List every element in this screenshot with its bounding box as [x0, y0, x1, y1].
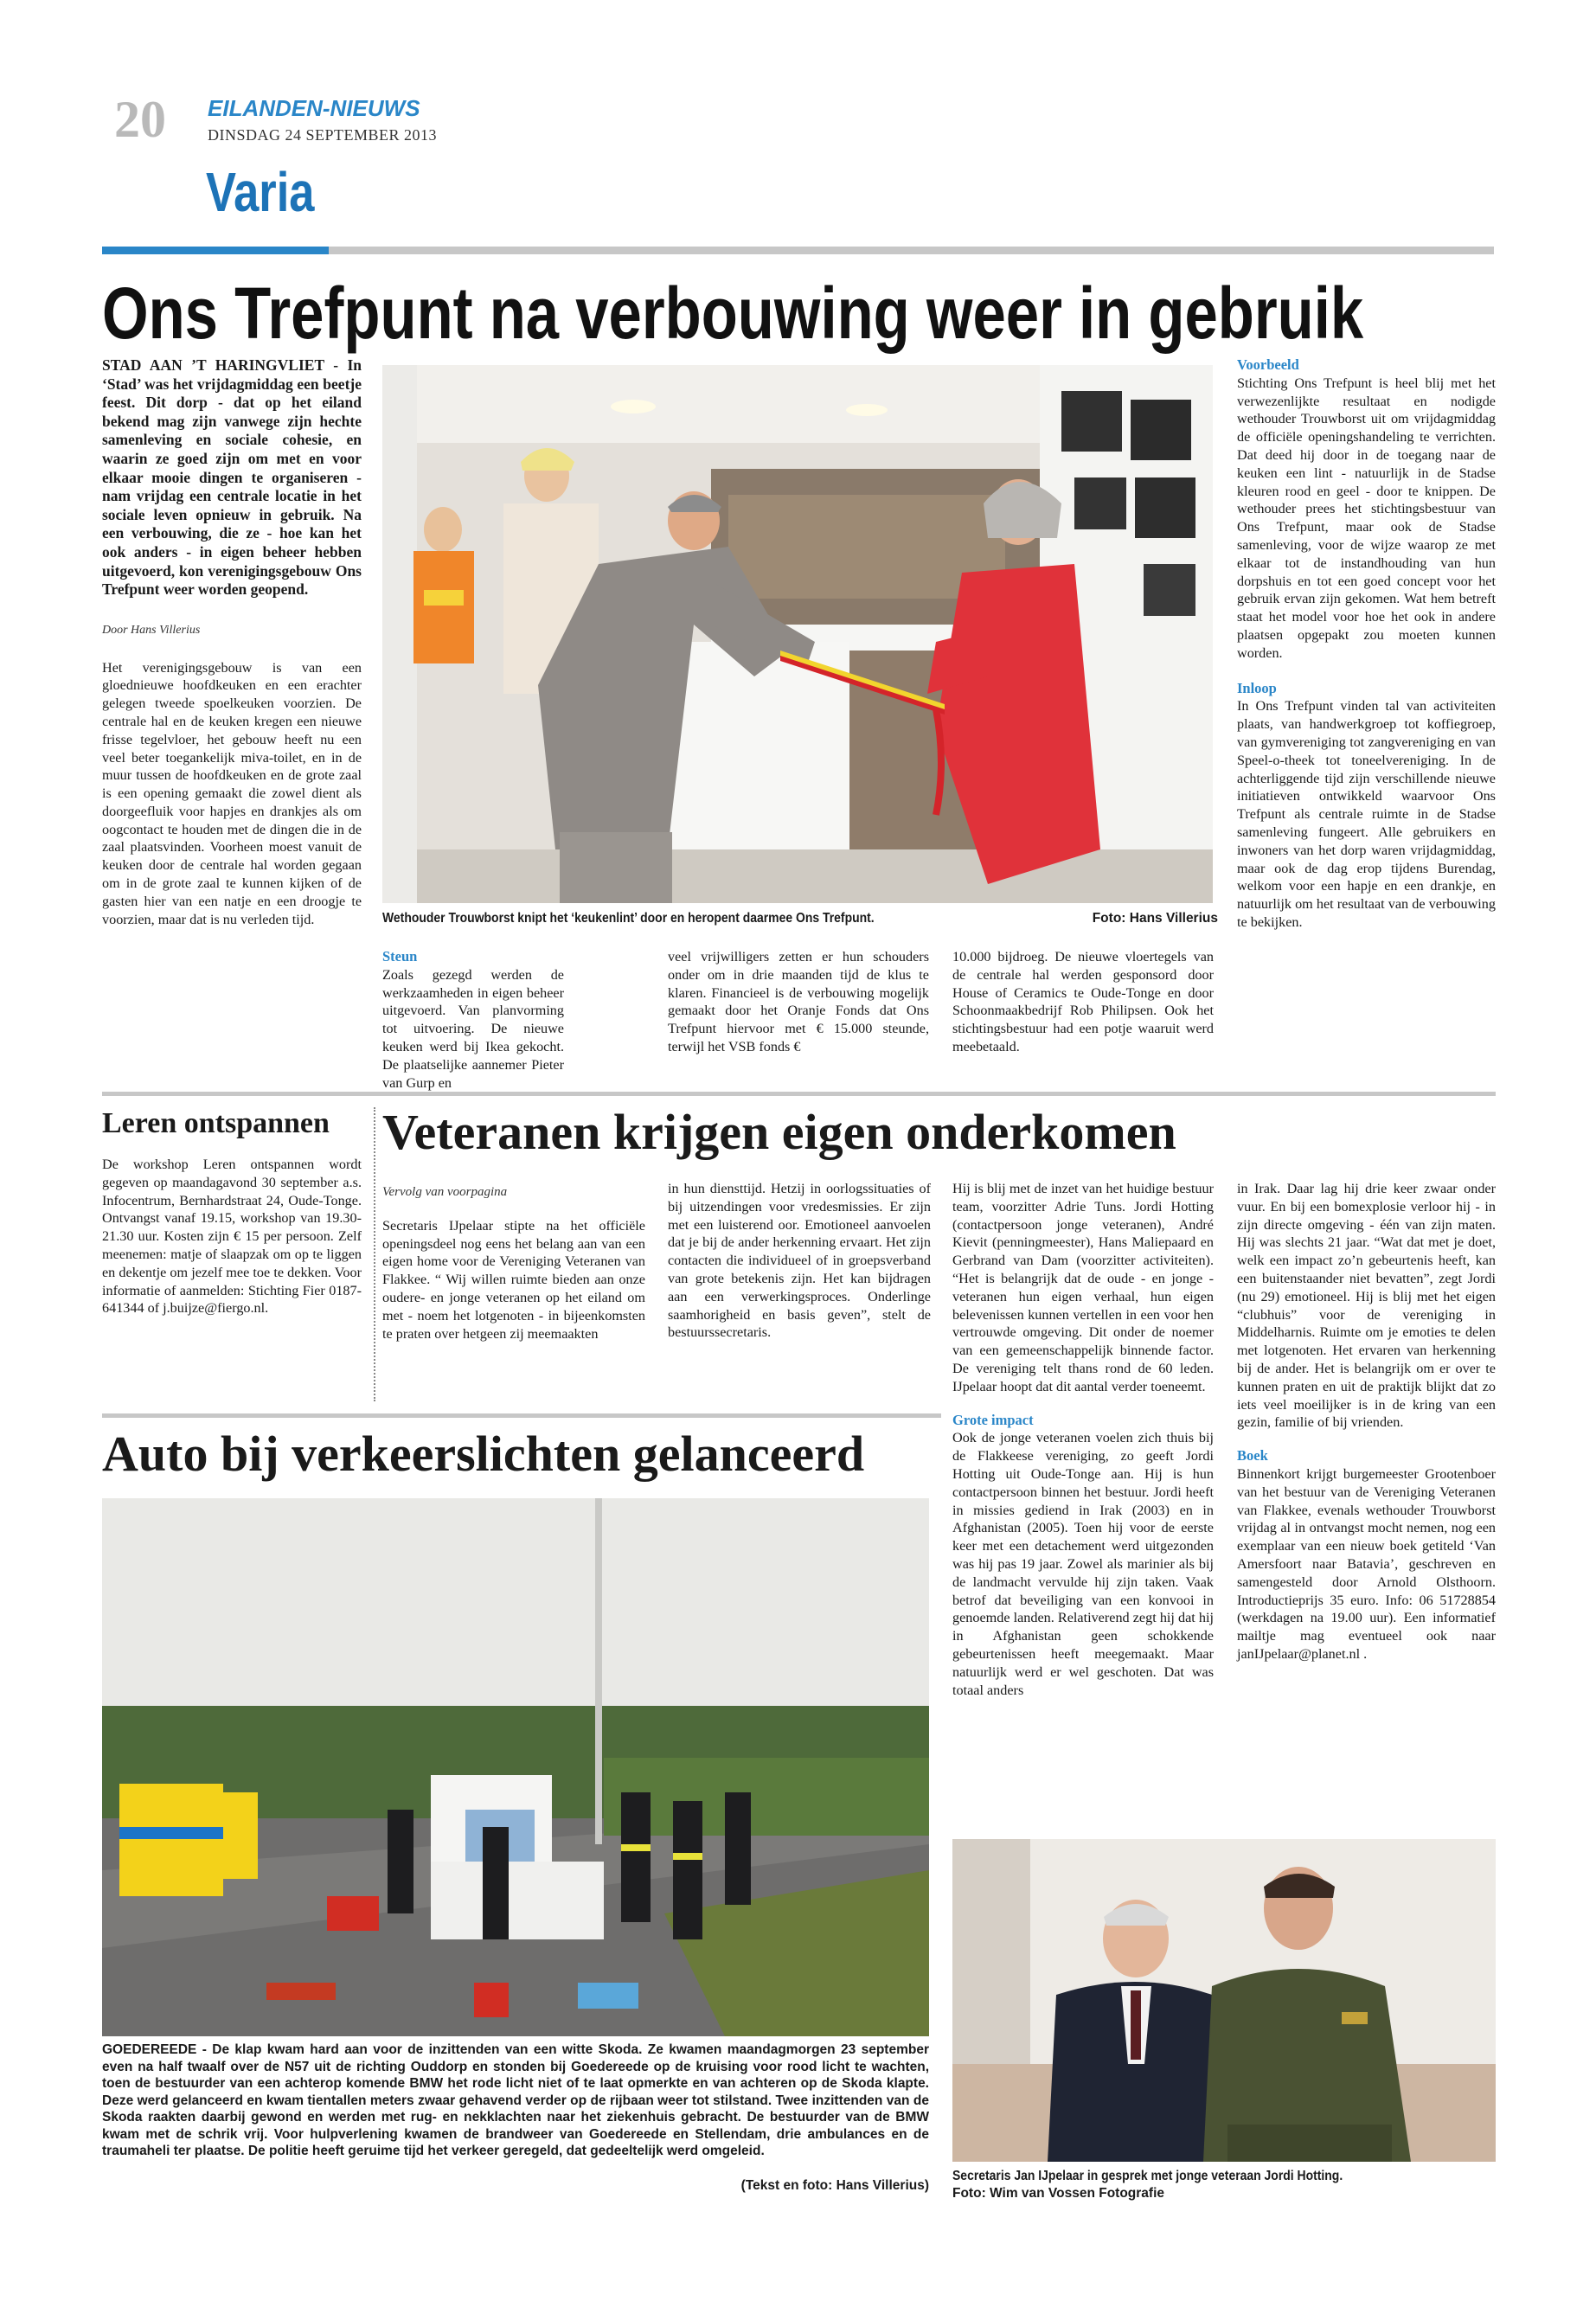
- photo-accident: [102, 1498, 929, 2036]
- veteranen-body-4b: Binnenkort krijgt burgemeester Grootenboer van het bestuur van de Vereniging Veteranen van Flakkee, evenals wethouder Trouwborst vrijdag al in ontvangst mocht nemen, nog een exemplaar van een nieuw boek getiteld ‘Van Amersfoort naar Batavia’, geschreven en samengesteld door Arnold Olsthoorn. Introductieprijs 35 euro. Info: 06 51728854 (werkdagen na 19.00 uur). Een informatief mailtje mag eventueel ook naar janIJpelaar@planet.nl .: [1237, 1465, 1496, 1662]
- subheading-voorbeeld: Voorbeeld: [1237, 356, 1299, 373]
- article-body-inloop: In Ons Trefpunt vinden tal van activiteiten plaats, van handwerkgroep tot koffiegroep, van gymvereniging tot zangvereniging en van Speel-o-theek tot toneelvereniging. In de achterliggende tijd zijn verschillende nieuwe initiatieven ontwikkeld waarvoor Ons Trefpunt als centrale ruimte in de Stadse samenleving fungeert. Alle gebruikers en inwoners van het dorp waren vrijdagmiddag, maar ook de dag erop tijdens Burendag, welkom voor een hapje en een drankje, en natuurlijk om het resultaat van de verbouwing te bekijken.: [1237, 698, 1496, 930]
- section-divider: [102, 1092, 1496, 1096]
- article-body-1: Het verenigingsgebouw is van een gloednieuwe hoofdkeuken en een erachter gelegen tweede spoelkeuken voorzien. De centrale hal en de keuken kregen een nieuwe frisse tegelvloer, het gebouw heeft nu een veel beter toegankelijk miva-toilet, en in de muur tussen de hoofdkeuken en de grote zaal is een opening gemaakt die zowel dient als doorgeefluik voor hapjes en drankjes als om oogcontact te houden met de dingen die in de zaal plaatsvinden. Voorheen moest vanuit de keuken door de centrale hal worden gegaan om in de grote zaal te kunnen kijken of de gasten hier van een natje en een droogje te voorzien, maar dat is nu verleden tijd.: [102, 659, 362, 927]
- section-title: Varia: [206, 161, 315, 223]
- photo-ribbon-cutting-image: [382, 365, 1213, 903]
- article-byline: Door Hans Villerius: [102, 623, 201, 637]
- auto-caption: GOEDEREEDE - De klap kwam hard aan voor de inzittenden van een witte Skoda. Ze kwamen maandagmorgen 23 september even na half twaalf over de N57 uit de richting Ouddorp en stonden bij Goedereede op de kruising voor rood licht te wachten, toen de bestuurder van een achterop komende BMW het rode licht niet of te laat opmerkte en van achteren op de Skoda klapte. Deze werd gelanceerd en kwam tientallen meters zwaar gehavend verder op de rijbaan weer tot stilstand. Twee inzittenden van de Skoda raakten daarbij gewond en werden met rug- en nekklachten naar het ziekenhuis gebracht. De bestuurder van de BMW kwam met de schrik vrij. Voor hulpverlening kwamen de brandweer van Goedereede en Stellendam, drie ambulances en de traumaheli ter plaatse. De politie heeft geruime tijd het verkeer geregeld, dat gedeeltelijk werd omgeleid.: [102, 2042, 929, 2158]
- article-intro-column: [102, 356, 362, 928]
- page-date: DINSDAG 24 SEPTEMBER 2013: [208, 126, 438, 144]
- veterans-photo-caption-block: [952, 2168, 1506, 2202]
- veteranen-body-1: Secretaris IJpelaar stipte na het officiële openingsdeel nog eens het belang aan van een eigen home voor de Vereniging Veteranen van Flakkee. “ Wij willen ruimte bieden aan onze oudere- en jonge veteranen op het eiland om met - noem het lotgenoten - in bijeenkomsten te praten over hetgeen zij meemaakten: [382, 1217, 645, 1342]
- leren-title: Leren ontspannen: [102, 1107, 330, 1139]
- veteranen-column-4: [1237, 1180, 1496, 1663]
- veteranen-headline: Veteranen krijgen eigen onderkomen: [382, 1104, 1176, 1160]
- veteranen-body-3b: Ook de jonge veteranen voelen zich thuis bij de Flakkeese vereniging, zo geeft Jordi Hotting uit Oude-Tonge aan. Hij is hun contactpersoon binnen het bestuur. Jordi heeft in missies gediend in Irak (2003) en in Afghanistan (2005). Toen hij voor de eerste keer met een detachement werd uitgezonden was hij pas 19 jaar. Zowel als marinier als bij de landmacht vervulde hij zijn taken. Vaak betrof dat beveiliging van een konvooi in genoemde landen. Relativerend zegt hij dat hij in Afghanistan geen schokkende gebeurtenissen heeft meegemaakt. Maar natuurlijk werd er wel geschoten. Dat was totaal anders: [952, 1430, 1214, 1698]
- section-rule-accent: [102, 247, 329, 254]
- veteranen-column-1: [382, 1183, 645, 1343]
- veteranen-body-3: Hij is blij met de inzet van het huidige bestuur team, voorzitter Adrie Tuns. Jordi Hotting (contactpersoon jonge veteranen), André Kievit (penningmeester), Hans Maliepaard en Gerbrand van Dam (voorzitter activiteiten). “Het is belangrijk dat de oude - en jonge - veteranen hun eigen verhaal, hun eigen belevenissen kunnen vertellen in een voor hen vertrouwde omgeving. Dit onder de noemer van een gemeenschappelijk binnende factor. De vereniging telt thans rond de 60 leden. IJpelaar hoopt dat dit aantal verder toeneemt.: [952, 1181, 1214, 1394]
- auto-credit: (Tekst en foto: Hans Villerius): [740, 2178, 929, 2193]
- veteranen-column-3: [952, 1180, 1214, 1699]
- section-divider-auto: [102, 1413, 941, 1418]
- subheading-boek: Boek: [1237, 1447, 1268, 1465]
- subheading-inloop: Inloop: [1237, 679, 1277, 696]
- veteranen-body-2: in hun diensttijd. Hetzij in oorlogssituaties of bij uitzendingen voor vredesmissies. Er zijn met een luisterend oor. Emotioneel aanvoelen dat je bij de ander herkenning ervaart. Het zijn contacten die individueel of in groepsverband van grote betekenis zijn. Het kan bijdragen aan een verwerkingsproces. Onderlinge saamhorigheid en basis geven”, stelt de bestuurssecretaris.: [668, 1181, 931, 1341]
- photo-caption: Wethouder Trouwborst knipt het ‘keukenlint’ door en heropent daarmee Ons Trefpunt.: [382, 911, 875, 926]
- newspaper-logo: EILANDEN-NIEUWS: [208, 95, 420, 121]
- photo-veterans-image: [952, 1839, 1496, 2162]
- photo-ribbon-cutting: [382, 365, 1213, 903]
- article-body-steun: Zoals gezegd werden de werkzaamheden in eigen beheer uitgevoerd. Van planvorming tot uitvoering. De nieuwe keuken werd bij Ikea gekocht. De plaatselijke aannemer Pieter van Gurp en: [382, 966, 564, 1091]
- section-rule: [329, 247, 1494, 254]
- article-right-column: [1237, 356, 1496, 932]
- leren-body: De workshop Leren ontspannen wordt gegeven op maandagavond 30 september a.s. Infocentrum, Bernhardstraat 24, Oude-Tonge. Ontvangst vanaf 19.15, workshop van 19.30-21.30 uur. Kosten zijn € 15 per persoon. Zelf meenemen: matje of slaapzak om op te liggen en dekentje om jezelf mee toe te dekken. Voor informatie of aanmelden: Stichting Fier 0187-641344 of j.buijze@fiergo.nl.: [102, 1157, 362, 1317]
- article-intro: STAD AAN ’T HARINGVLIET - In ‘Stad’ was het vrijdagmiddag een beetje feest. Dit dorp - dat op het eiland bekend mag zijn vanwege zijn hechte samenleving en sociale cohesie, en waarin ze goed zijn om met en voor elkaar mooie dingen te organiseren - nam vrijdag een centrale locatie in het sociale leven opnieuw in gebruik. Na een verbouwing, die ze - hoe kan het ook anders - in eigen beheer hebben uitgevoerd, kon verenigingsgebouw Ons Trefpunt weer worden geopend.: [102, 356, 362, 599]
- veterans-photo-credit: Foto: Wim van Vossen Fotografie: [952, 2185, 1165, 2201]
- veterans-photo-caption: Secretaris Jan IJpelaar in gesprek met jonge veteraan Jordi Hotting.: [952, 2169, 1343, 2183]
- article-body-voorbeeld: Stichting Ons Trefpunt is heel blij met het verwezenlijkte resultaat en nodigde wethouder Trouwborst uit om vrijdagmiddag de officiële openingshandeling te verrichten. Dat deed hij door in de toegang naar de keuken een lint - natuurlijk in de Stadse kleuren rood en geel - door te knippen. De wethouder prees het stichtingsbestuur van Ons Trefpunt, maar ook de Stadse samenleving, voor de wijze waarop ze met elkaar tot de instandhouding van hun dorpshuis en tot een goed concept voor het gebruik ervan zijn gekomen. Wat hem betreft staat het model voor hoe het ook in andere plaatsen opgepakt zou moeten kunnen worden.: [1237, 375, 1496, 661]
- article-headline: Ons Trefpunt na verbouwing weer in gebruik: [102, 272, 1364, 354]
- photo-veterans: [952, 1839, 1496, 2162]
- veteranen-body-4: in Irak. Daar lag hij drie keer zwaar onder vuur. En bij een bomexplosie verloor hij - in zijn directe omgeving - één van zijn maten. Hij was slechts 21 jaar. “Wat dat met je doet, welk een impact zo’n gebeurtenis heeft, kan een buitenstaander niet bevatten”, zegt Jordi (nu 29) emotioneel. Hij is blij met het eigen “clubhuis” voor de vereniging in Middelharnis. Ruimte om je emoties te delen met lotgenoten. Het ervaren van herkenning bij de ander. Het is belangrijk om er over te kunnen praten en uit de praktijk blijkt dat zo iets veel moeilijker is in de kring van een gezin, familie of bij vrienden.: [1237, 1181, 1496, 1431]
- column-divider: [374, 1107, 375, 1401]
- photo-credit: Foto: Hans Villerius: [1092, 911, 1218, 926]
- page-number: 20: [114, 91, 166, 148]
- article-column-steun: [382, 948, 564, 1092]
- subheading-steun: Steun: [382, 948, 418, 965]
- photo-accident-image: [102, 1498, 929, 2036]
- article-body-col3: veel vrijwilligers zetten er hun schouders onder om in drie maanden tijd de klus te klaren. Financieel is de verbouwing mogelijk gemaakt door het Oranje Fonds dat Ons Trefpunt hiervoor met € 15.000 steunde, terwijl het VSB fonds €: [668, 949, 929, 1054]
- article-body-col4: 10.000 bijdroeg. De nieuwe vloertegels van de centrale hal werden gesponsord door House of Ceramics te Oude-Tonge en door Schoonmaakbedrijf Rob Philipsen. Ook het stichtingsbestuur had een potje waaruit werd meebetaald.: [952, 949, 1214, 1054]
- veteranen-vervolg: Vervolg van voorpagina: [382, 1185, 508, 1199]
- auto-headline: Auto bij verkeerslichten gelanceerd: [102, 1426, 865, 1482]
- subheading-grote-impact: Grote impact: [952, 1411, 1034, 1428]
